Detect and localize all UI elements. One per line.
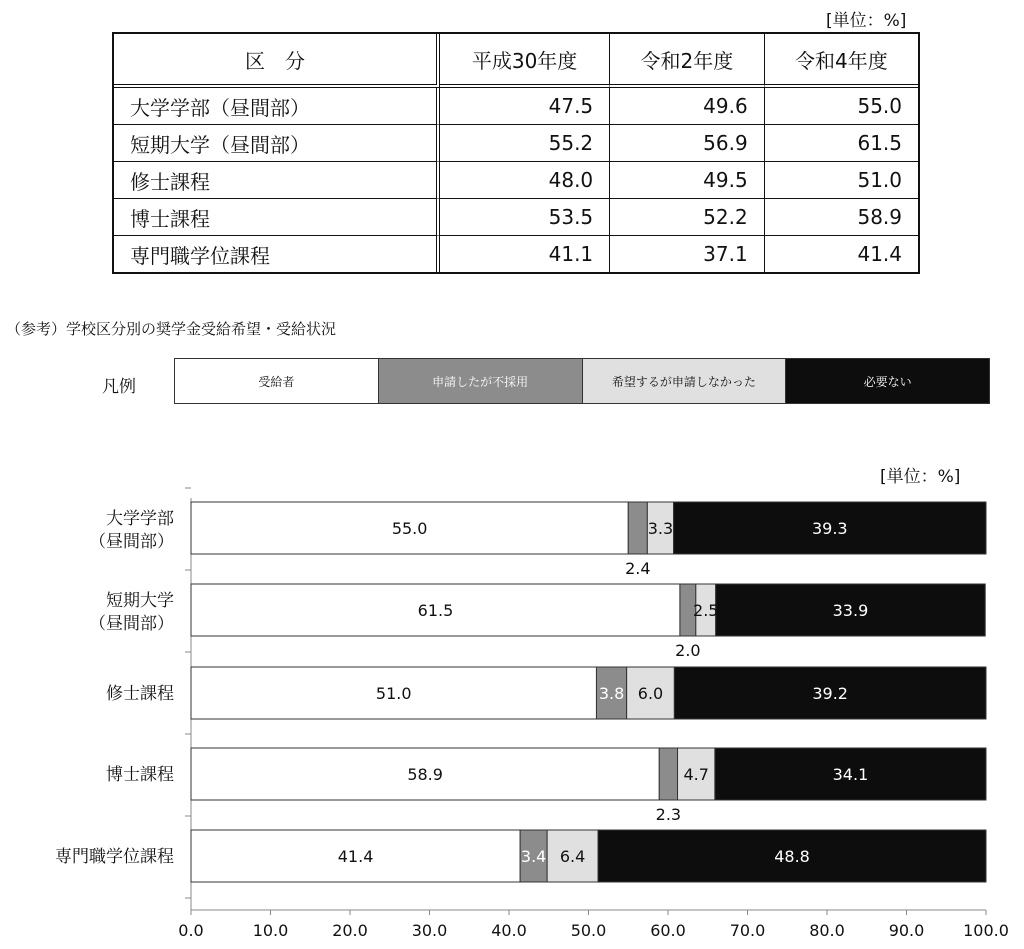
legend-item-not-applied: 希望するが申請しなかった <box>583 359 787 403</box>
header-h30: 平成30年度 <box>440 34 610 88</box>
header-r4: 令和4年度 <box>765 34 918 88</box>
x-tick-label: 40.0 <box>491 921 527 940</box>
header-r2: 令和2年度 <box>610 34 765 88</box>
data-label: 3.4 <box>520 847 547 866</box>
data-label: 39.3 <box>811 519 848 538</box>
data-label: 4.7 <box>683 765 709 784</box>
cell-value: 52.2 <box>610 199 765 236</box>
bar-segment <box>659 748 677 800</box>
table-row <box>114 125 918 162</box>
data-label: 6.4 <box>559 847 586 866</box>
x-tick-label: 70.0 <box>729 921 766 940</box>
cell-value: 55.0 <box>765 88 918 125</box>
bar-segment <box>628 502 647 554</box>
data-label: 2.0 <box>675 641 701 660</box>
data-label: 6.0 <box>637 684 664 703</box>
data-table <box>112 32 920 274</box>
stacked-bar-chart <box>0 480 1024 949</box>
chart-unit-label: [単位：%] <box>880 467 961 487</box>
row-label: 修士課程 <box>114 162 440 199</box>
cell-value: 49.5 <box>610 162 765 199</box>
data-label: 3.8 <box>598 684 625 703</box>
table-row <box>114 199 918 236</box>
data-label: 48.8 <box>774 847 810 866</box>
category-label: （昼間部） <box>89 532 174 552</box>
data-label: 61.5 <box>417 601 454 620</box>
row-label: 博士課程 <box>114 199 440 236</box>
data-label: 58.9 <box>407 765 443 784</box>
x-tick-label: 90.0 <box>888 921 925 940</box>
data-label: 33.9 <box>832 601 869 620</box>
cell-value: 58.9 <box>765 199 918 236</box>
legend <box>174 358 990 404</box>
x-tick-label: 80.0 <box>809 921 845 940</box>
x-tick-label: 10.0 <box>252 921 289 940</box>
x-tick-label: 20.0 <box>332 921 368 940</box>
cell-value: 51.0 <box>765 162 918 199</box>
cell-value: 41.1 <box>440 236 610 272</box>
cell-value: 48.0 <box>440 162 610 199</box>
data-label: 2.5 <box>693 601 719 620</box>
data-label: 55.0 <box>391 519 428 538</box>
category-label: 博士課程 <box>106 765 174 785</box>
data-label: 2.4 <box>625 559 651 578</box>
x-tick-label: 30.0 <box>411 921 448 940</box>
data-label: 51.0 <box>375 684 412 703</box>
legend-item-recipient: 受給者 <box>175 359 379 403</box>
legend-item-not-needed: 必要ない <box>786 359 989 403</box>
cell-value: 56.9 <box>610 125 765 162</box>
category-label: 修士課程 <box>106 684 174 704</box>
table-header-row <box>114 34 918 88</box>
category-label: （昼間部） <box>89 614 174 634</box>
data-label: 34.1 <box>832 765 869 784</box>
table-row <box>114 236 918 272</box>
row-label: 短期大学（昼間部） <box>114 125 440 162</box>
cell-value: 41.4 <box>857 242 902 266</box>
legend-item-rejected: 申請したが不採用 <box>379 359 583 403</box>
cell-value: 37.1 <box>610 236 765 272</box>
data-label: 41.4 <box>337 847 374 866</box>
x-tick-label: 50.0 <box>570 921 607 940</box>
data-label: 39.2 <box>812 684 848 703</box>
category-label: 専門職学位課程 <box>55 847 174 867</box>
table-row <box>114 162 918 199</box>
header-category: 区 分 <box>114 34 440 88</box>
category-label: 短期大学 <box>106 591 174 611</box>
cell-value: 53.5 <box>440 199 610 236</box>
reference-title: （参考）学校区分別の奨学金受給希望・受給状況 <box>6 320 337 338</box>
x-tick-label: 60.0 <box>650 921 686 940</box>
cell-value: 47.5 <box>440 88 610 125</box>
cell-value: 55.2 <box>440 125 610 162</box>
category-label: 大学学部 <box>106 509 174 529</box>
row-label: 専門職学位課程 <box>114 236 440 272</box>
legend-label: 凡例 <box>102 377 136 397</box>
x-tick-label: 100.0 <box>963 921 1009 940</box>
x-tick-label: 0.0 <box>178 921 204 940</box>
row-label: 大学学部（昼間部） <box>114 88 440 125</box>
cell-value: 61.5 <box>765 125 918 162</box>
table-row <box>114 88 918 125</box>
cell-value: 49.6 <box>610 88 765 125</box>
data-label: 3.3 <box>647 519 674 538</box>
data-label: 2.3 <box>655 805 682 824</box>
table-unit-label: [単位：%] <box>826 11 907 31</box>
